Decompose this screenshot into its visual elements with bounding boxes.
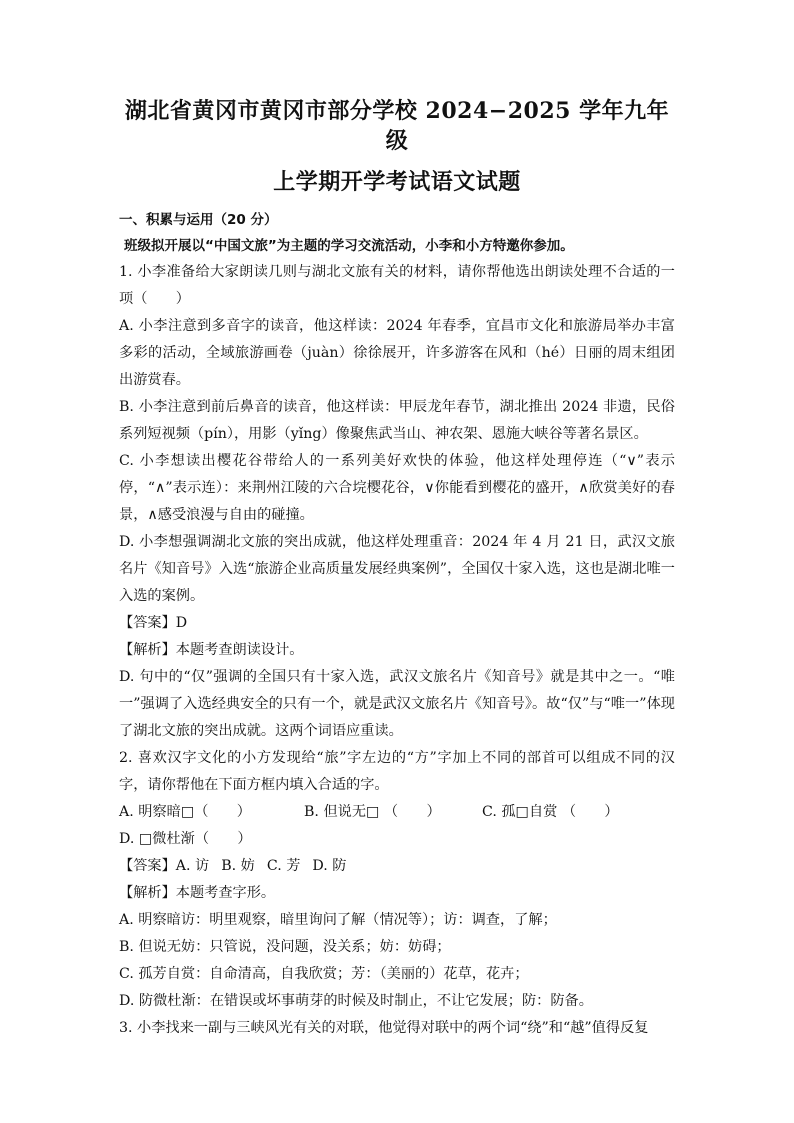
question-2-analysis-label: 【解析】本题考查字形。 <box>119 885 276 901</box>
question-2-option-a: A. 明察暗□（ ） <box>119 804 251 820</box>
question-2-explain-a: A. 明察暗访：明里观察，暗里询问了解（情况等）；访：调查，了解； <box>119 912 557 928</box>
question-1-analysis-label: 【解析】本题考查朗读设计。 <box>119 642 304 658</box>
page-subtitle: 上学期开学考试语文试题 <box>273 169 521 195</box>
question-2-explain-b: B. 但说无妨：只管说，没问题，没关系；妨：妨碍； <box>119 939 451 955</box>
question-2-option-d: D. □微杜渐（ ） <box>119 831 252 847</box>
question-2-answer-d: D. 防 <box>312 858 347 874</box>
question-1-analysis: D. 句中的“仅”强调的全国只有十家入选，武汉文旅名片《知音号》就是其中之一。“唯一”强调了入选经典安全的只有一个，就是武汉文旅名片《知音号》。故“仅”与“唯一”体现了湖北文旅的突出成就。这两个词语应重读。 <box>119 669 675 739</box>
question-2-option-b: B. 但说无□ （ ） <box>304 804 441 820</box>
question-1-option-c: C. 小李想读出樱花谷带给人的一系列美好欢快的体验，他这样处理停连（“∨”表示停，“∧”表示连）：来荆州江陵的六合垸樱花谷，∨你能看到樱花的盛开，∧欣赏美好的春景，∧感受浪漫与自由的碰撞。 <box>119 453 675 523</box>
question-2-options-row <box>119 799 675 826</box>
page-title: 湖北省黄冈市黄冈市部分学校 2024−2025 学年九年级 <box>124 98 670 154</box>
question-2-answer-a: 【答案】A. 访 <box>119 858 210 874</box>
section-lead: 班级拟开展以“中国文旅”为主题的学习交流活动，小李和小方特邀你参加。 <box>124 238 574 254</box>
question-1-option-a: A. 小李注意到多音字的读音，他这样读：2024 年春季，宜昌市文化和旅游局举办丰富多彩的活动，全域旅游画卷（juàn）徐徐展开，许多游客在风和（hé）日丽的周末组团出游赏春。 <box>119 318 675 388</box>
question-1-answer: 【答案】D <box>119 615 188 631</box>
question-2-stem: 2. 喜欢汉字文化的小方发现给“旅”字左边的“方”字加上不同的部首可以组成不同的汉字，请你帮他在下面方框内填入合适的字。 <box>119 750 675 793</box>
question-2-answer-b: B. 妨 <box>221 858 255 874</box>
question-1-option-b: B. 小李注意到前后鼻音的读音，他这样读：甲辰龙年春节，湖北推出 2024 非遗，民俗系列短视频（pín），用影（yǐng）像聚焦武当山、神农架、恩施大峡谷等著名景区。 <box>119 399 675 442</box>
question-2-option-c: C. 孤□自赏 （ ） <box>482 804 619 820</box>
question-2-answer <box>119 853 675 880</box>
section-heading: 一、积累与运用（20 分） <box>119 212 278 228</box>
question-3-stem: 3. 小李找来一副与三峡风光有关的对联，他觉得对联中的两个词“绕”和“越”值得反复 <box>119 1020 649 1036</box>
question-2-explain-c: C. 孤芳自赏：自命清高，自我欣赏；芳：（美丽的）花草，花卉； <box>119 966 529 982</box>
question-1-option-d: D. 小李想强调湖北文旅的突出成就，他这样处理重音：2024 年 4 月 21 日，武汉文旅名片《知音号》入选“旅游企业高质量发展经典案例”，全国仅十家入选，这也是湖北唯一入选的案例。 <box>119 534 675 604</box>
question-1-stem: 1. 小李准备给大家朗读几则与湖北文旅有关的材料，请你帮他选出朗读处理不合适的一项（ ） <box>119 264 675 307</box>
exam-page <box>119 96 675 1042</box>
question-2-answer-c: C. 芳 <box>266 858 301 874</box>
question-2-explain-d: D. 防微杜渐：在错误或坏事萌芽的时候及时制止，不让它发展；防：防备。 <box>119 993 593 1009</box>
